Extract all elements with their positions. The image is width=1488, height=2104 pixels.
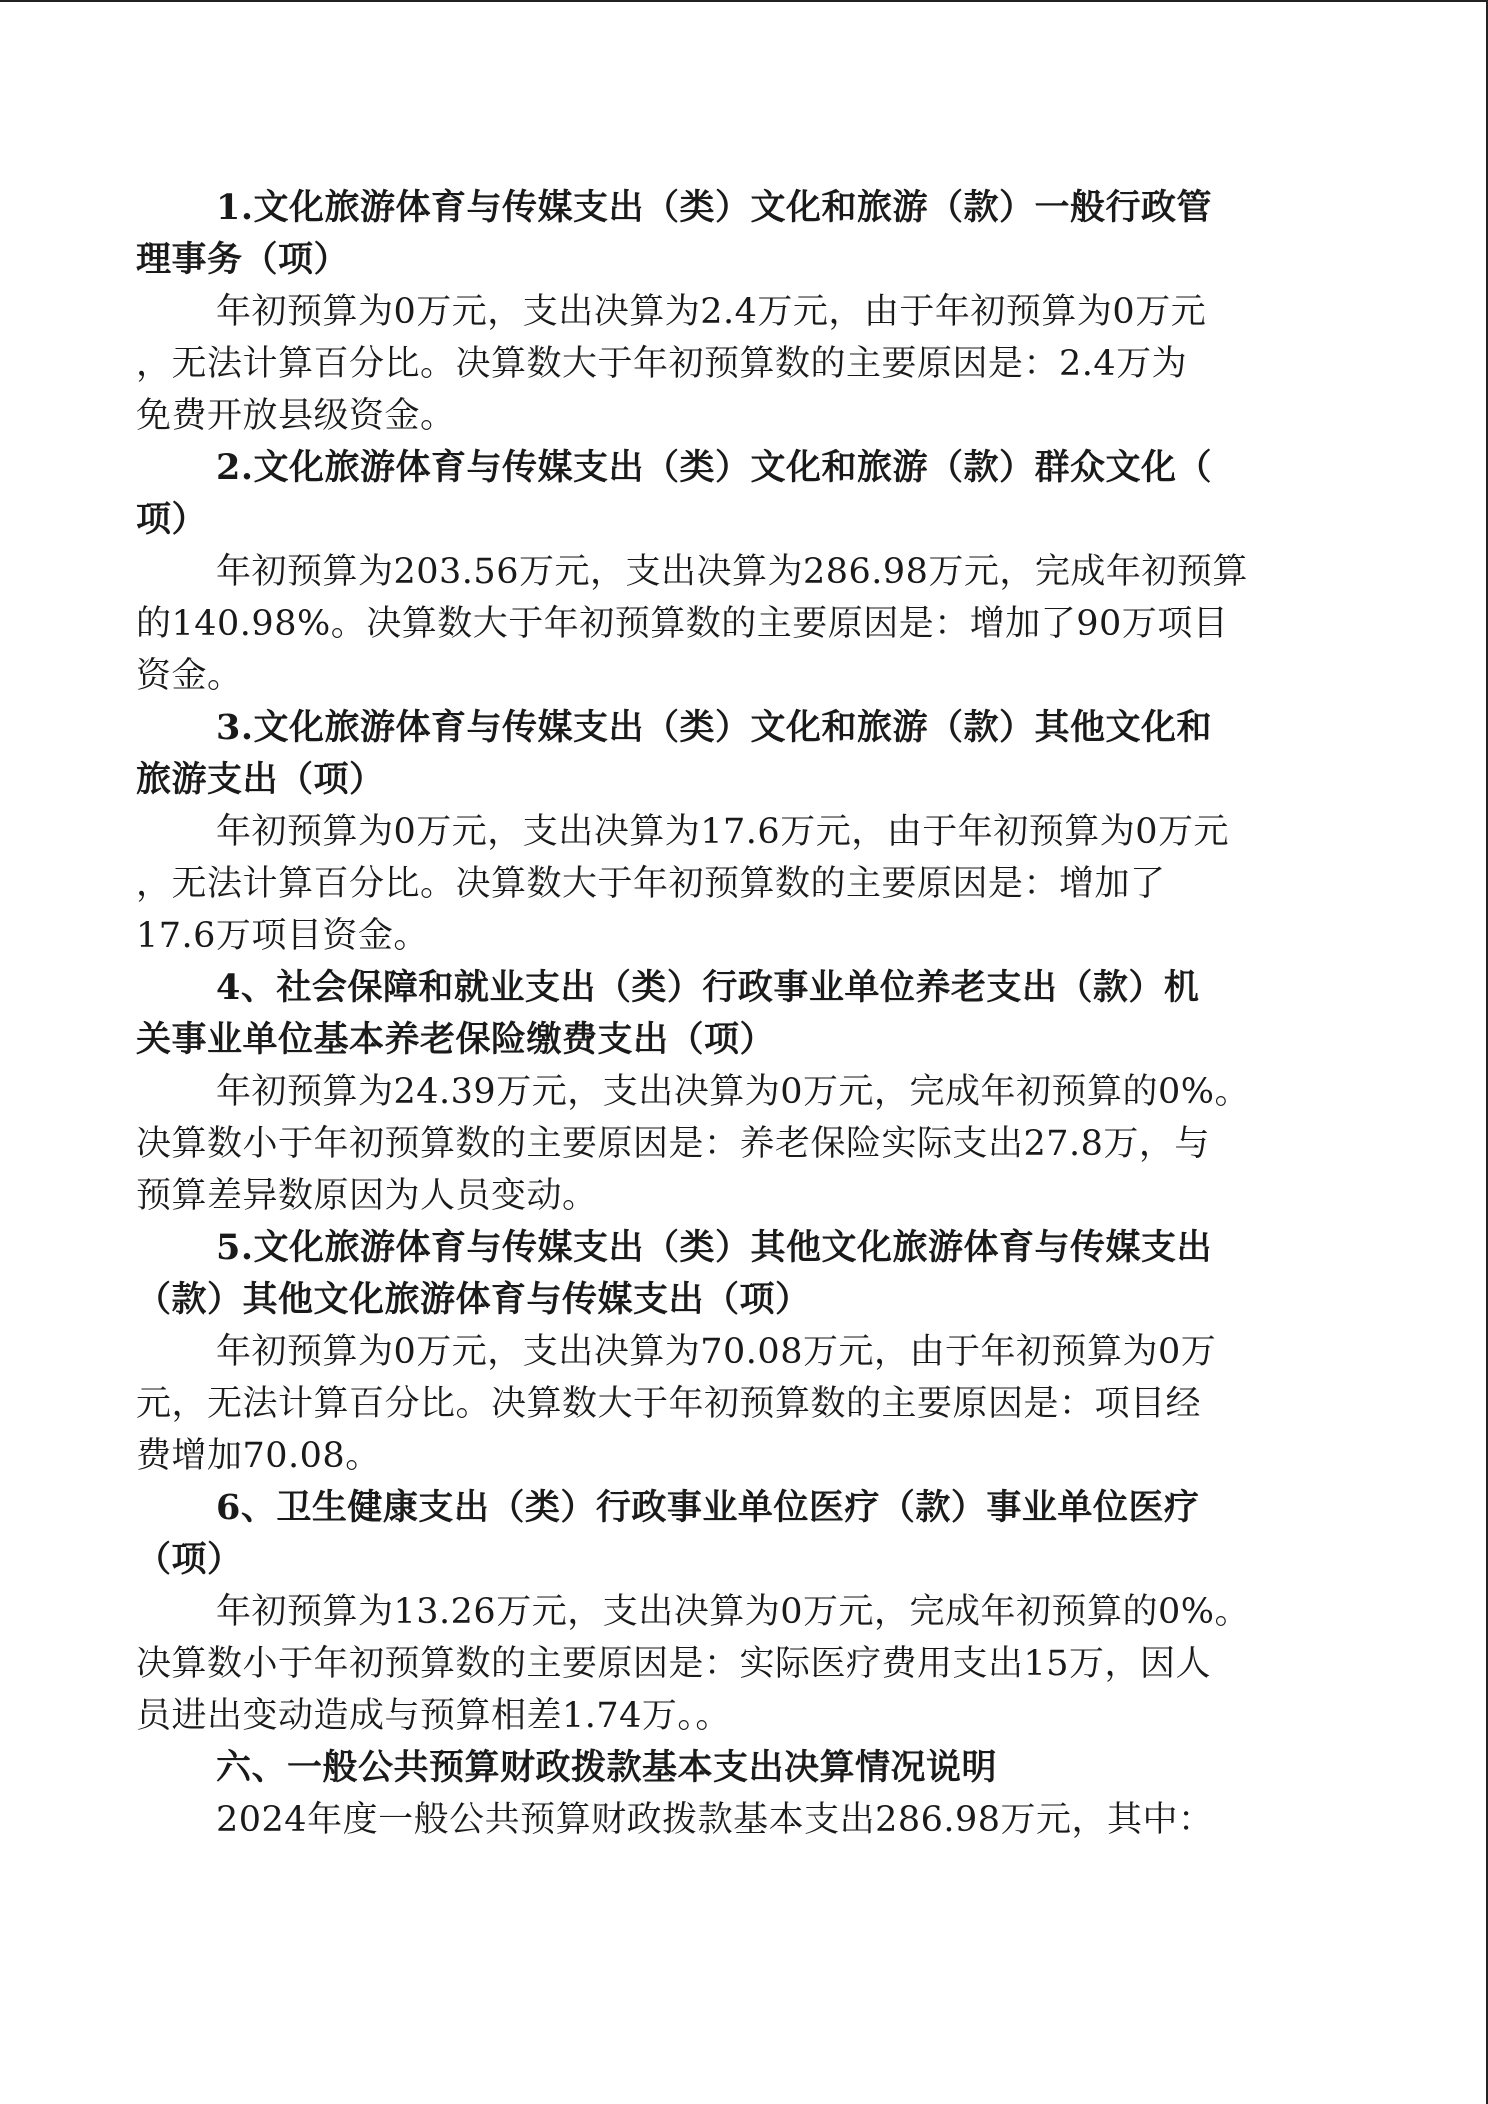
body-text-line: 年初预算为0万元，支出决算为17.6万元，由于年初预算为0万元: [216, 812, 1229, 852]
body-text-line: ，无法计算百分比。决算数大于年初预算数的主要原因是：2.4万为: [136, 344, 1188, 384]
section-heading-line: 关事业单位基本养老保险缴费支出（项）: [136, 1019, 776, 1060]
section-heading-line: 4、社会保障和就业支出（类）行政事业单位养老支出（款）机: [216, 967, 1200, 1008]
body-text-line: 决算数小于年初预算数的主要原因是：养老保险实际支出27.8万，与: [136, 1124, 1210, 1164]
section-heading-line: 2.文化旅游体育与传媒支出（类）文化和旅游（款）群众文化（: [216, 447, 1213, 488]
body-text-line: 17.6万项目资金。: [136, 916, 429, 956]
section-heading-line: （项）: [136, 1539, 243, 1580]
section-heading-line: （款）其他文化旅游体育与传媒支出（项）: [136, 1279, 811, 1320]
body-text-line: 年初预算为0万元，支出决算为70.08万元，由于年初预算为0万: [216, 1332, 1217, 1372]
document-body: [136, 182, 1336, 1846]
body-text-line: 决算数小于年初预算数的主要原因是：实际医疗费用支出15万，因人: [136, 1644, 1212, 1684]
body-text-line: 费增加70.08。: [136, 1436, 381, 1476]
body-text-line: 年初预算为24.39万元，支出决算为0万元，完成年初预算的0%。: [216, 1072, 1250, 1112]
body-text-line: 免费开放县级资金。: [136, 396, 456, 436]
body-text-line: 年初预算为0万元，支出决算为2.4万元，由于年初预算为0万元: [216, 292, 1207, 332]
body-text-line: 的140.98%。决算数大于年初预算数的主要原因是：增加了90万项目: [136, 604, 1229, 644]
section-heading-line: 1.文化旅游体育与传媒支出（类）文化和旅游（款）一般行政管: [216, 187, 1213, 228]
section-heading-line: 理事务（项）: [136, 239, 350, 280]
body-text-line: 资金。: [136, 656, 243, 696]
body-text-line: ，无法计算百分比。决算数大于年初预算数的主要原因是：增加了: [136, 864, 1166, 904]
body-text-line: 2024年度一般公共预算财政拨款基本支出286.98万元，其中：: [216, 1800, 1214, 1840]
body-text-line: 元，无法计算百分比。决算数大于年初预算数的主要原因是：项目经: [136, 1384, 1202, 1424]
body-text-line: 预算差异数原因为人员变动。: [136, 1176, 598, 1216]
body-text-line: 年初预算为203.56万元，支出决算为286.98万元，完成年初预算: [216, 552, 1248, 592]
section-heading-line: 项）: [136, 499, 208, 540]
section-heading-line: 旅游支出（项）: [136, 759, 385, 800]
section-heading-line: 3.文化旅游体育与传媒支出（类）文化和旅游（款）其他文化和: [216, 707, 1213, 748]
body-text-line: 年初预算为13.26万元，支出决算为0万元，完成年初预算的0%。: [216, 1592, 1250, 1632]
body-text-line: 员进出变动造成与预算相差1.74万。。: [136, 1696, 731, 1736]
section-heading-line: 6、卫生健康支出（类）行政事业单位医疗（款）事业单位医疗: [216, 1487, 1200, 1528]
section-heading-line: 5.文化旅游体育与传媒支出（类）其他文化旅游体育与传媒支出: [216, 1227, 1213, 1268]
section-heading-line: 六、一般公共预算财政拨款基本支出决算情况说明: [216, 1747, 998, 1788]
